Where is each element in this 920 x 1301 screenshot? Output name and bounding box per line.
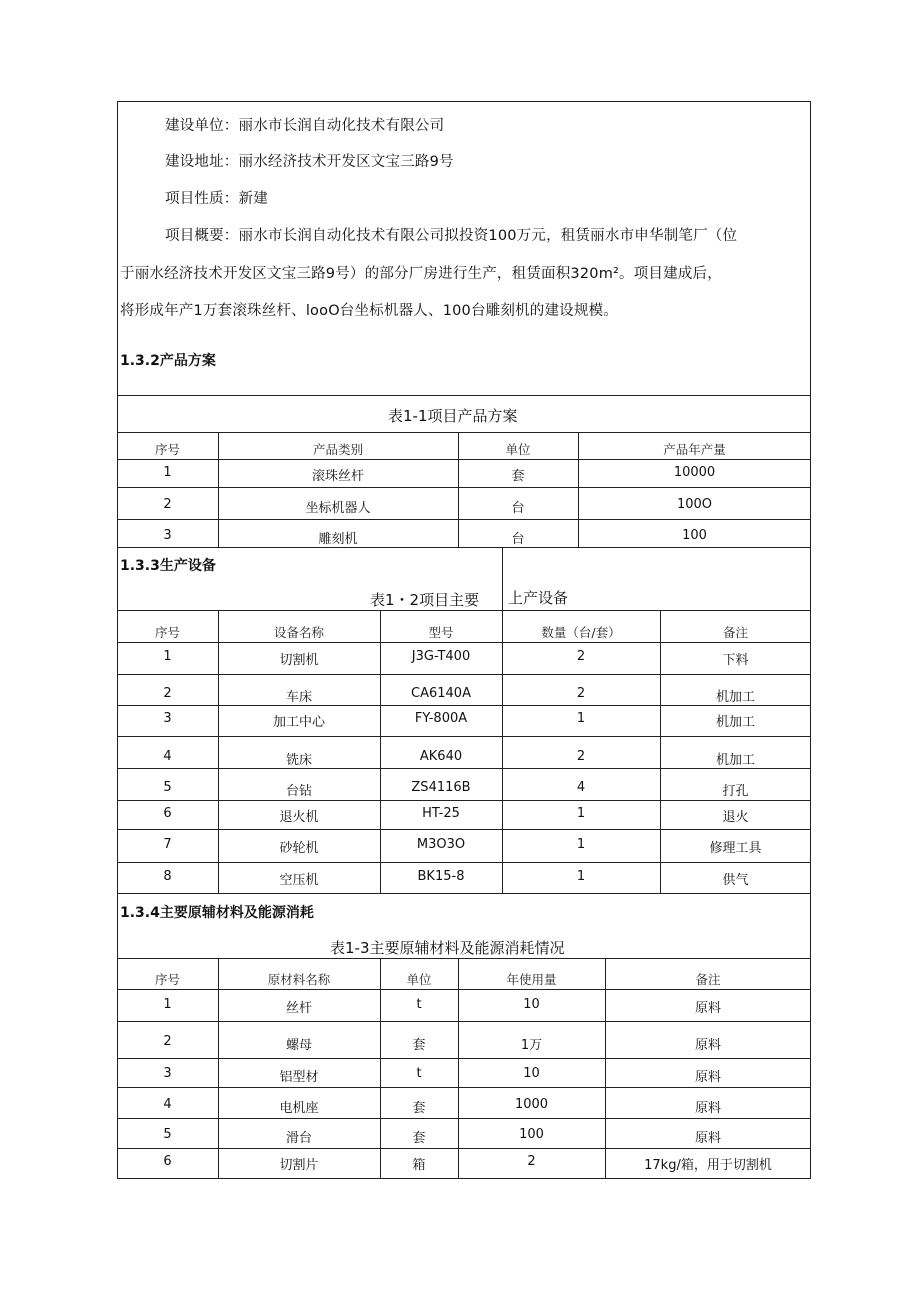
table-cell: 台 [511,532,525,547]
table-cell: 原料 [694,1131,721,1146]
table-caption-equipment-part2: 上产设备 [508,589,569,607]
table-cell: 下料 [722,653,749,668]
table-header: 原材料名称 [267,972,331,987]
table-cell: AK640 [419,749,463,764]
table-header: 序号 [154,442,180,457]
project-nature [165,189,268,209]
table-border [117,1148,811,1149]
table-cell: 退火 [722,810,749,825]
table-border [117,862,811,863]
table-cell: 机加工 [715,753,755,768]
table-border [117,736,811,737]
section-heading-equipment: 1.3.3生产设备 [120,558,216,574]
table-cell: 车床 [285,690,312,705]
table-cell: 空压机 [279,873,319,888]
table-cell: 6 [163,1154,172,1169]
table-border [117,519,811,520]
divider [117,395,811,396]
section-heading-materials: 1.3.4主要原辅材料及能源消耗 [120,905,314,921]
table-cell: 2 [163,1034,172,1049]
project-nature-value: 新建 [238,191,268,207]
table-cell: 2 [576,649,586,664]
table-cell: 3 [163,528,172,543]
table-header: 年使用量 [506,972,557,987]
table-cell: 10 [523,1066,540,1081]
table-cell: 2 [163,497,172,512]
table-cell: 100 [519,1127,544,1142]
table-cell: 坐标机器人 [305,501,371,516]
table-header: 设备名称 [273,625,324,640]
table-header: 备注 [695,972,721,987]
table-cell: 铣床 [285,753,312,768]
table-cell: 1 [576,711,586,726]
table-cell: 3 [163,1066,172,1081]
table-caption-equipment [370,589,479,610]
table-border [117,893,811,894]
table-border [117,958,811,959]
table-cell: 切割机 [279,653,319,668]
table-border [117,1118,811,1119]
table-cell: t [416,997,422,1012]
table-cell: 砂轮机 [279,841,319,856]
table-header: 序号 [154,625,180,640]
table-header: 单位 [505,442,531,457]
project-nature-label: 项目性质： [165,191,239,207]
table-header: 型号 [428,625,454,640]
table-cell: 原料 [694,1101,721,1116]
construction-address [165,152,454,172]
table-cell: 切割片 [279,1158,319,1173]
overview-line-3: 将形成年产1万套滚珠丝杆、looO台坐标机器人、100台雕刻机的建设规模。 [120,303,618,319]
table-cell: 雕刻机 [318,532,358,547]
table-cell: 电机座 [279,1101,319,1116]
table-border [117,459,811,460]
table-cell: 修理工具 [709,841,762,856]
table-cell: 5 [163,1127,172,1142]
construction-unit-label: 建设单位： [165,118,239,134]
table-header: 单位 [406,972,432,987]
table-border [117,1087,811,1088]
table-border [117,642,811,643]
table-cell: 滚珠丝杆 [311,469,364,484]
overview-line-2: 于丽水经济技术开发区文宝三路9号）的部分厂房进行生产，租赁面积320m²。项目建成后， [120,266,722,282]
table-cell: 打孔 [722,784,749,799]
table-header: 数量（台/套） [541,625,621,640]
table-cell: 2 [527,1154,536,1169]
section-heading-product: 1.3.2产品方案 [120,353,216,369]
table-border [117,487,811,488]
table-cell: 套 [412,1038,426,1053]
table-cell: 铝型材 [279,1070,319,1085]
table-cell: 3 [163,711,172,726]
table-border [117,674,811,675]
table-cell: 供气 [722,873,749,888]
table-cell: 箱 [412,1158,426,1173]
table-cell: 台钻 [285,784,312,799]
table-cell: 10 [523,997,540,1012]
table-border [117,1021,811,1022]
table-border [117,768,811,769]
table-cell: ZS4116B [411,780,471,795]
table-cell: 机加工 [715,715,755,730]
table-cell: 10000 [673,465,716,480]
table-border [117,432,811,433]
table-cell: 机加工 [715,690,755,705]
table-cell: 8 [163,869,172,884]
table-cell: 滑台 [285,1131,312,1146]
table-header: 产品类别 [312,442,363,457]
table-cell: 丝杆 [285,1001,312,1016]
construction-unit-value: 丽水市长润自动化技术有限公司 [238,118,445,134]
table-cell: M3O3O [416,837,466,852]
table-border [117,829,811,830]
table-cell: 1 [163,649,172,664]
table-cell: 1 [163,997,172,1012]
table-cell: 4 [163,749,172,764]
table-cell: 4 [576,780,586,795]
table-header: 产品年产量 [663,442,726,457]
table-cell: 100 [682,528,707,543]
table-cell: 1万 [520,1038,543,1053]
table-border [502,547,503,610]
table-cell: 1 [576,837,586,852]
table-cell: 退火机 [279,810,319,825]
overview-line-1: 项目概要：丽水市长润自动化技术有限公司拟投资100万元，租赁丽水市申华制笔厂（位 [165,228,738,244]
table-cell: 7 [163,837,172,852]
table-cell: 4 [163,1097,172,1112]
table-cell: HT-25 [422,806,460,821]
table-cell: 1 [576,806,586,821]
table-cell: 套 [412,1131,426,1146]
table-cell: 1000 [514,1097,549,1112]
table-cell: J3G-T400 [411,649,471,664]
table-cell: t [416,1066,422,1081]
construction-address-value: 丽水经济技术开发区文宝三路9号 [238,154,454,170]
table-cell: 套 [412,1101,426,1116]
table-cell: 1 [576,869,586,884]
table-border [117,610,811,611]
table-cell: 2 [576,686,586,701]
table-cell: 2 [163,686,172,701]
table-cell: 17kg/箱，用于切割机 [644,1158,772,1173]
table-cell: 100O [676,497,713,512]
table-border [117,989,811,990]
table-cell: 1 [163,465,172,480]
table-cell: 6 [163,806,172,821]
table-cell: 套 [511,469,525,484]
table-cell: 台 [511,501,525,516]
table-cell: 2 [576,749,586,764]
table-cell: 原料 [694,1038,721,1053]
table-cell: 加工中心 [272,715,325,730]
table-border [117,800,811,801]
table-cell: FY-800A [414,711,468,726]
table-border [117,705,811,706]
table-cell: 5 [163,780,172,795]
construction-address-label: 建设地址： [165,154,239,170]
table-header: 备注 [722,625,748,640]
table-cell: 原料 [694,1070,721,1085]
construction-unit [165,116,444,136]
table-cell: 螺母 [285,1038,312,1053]
table-header: 序号 [154,972,180,987]
table-caption-product: 表1-1项目产品方案 [388,407,518,425]
table-caption-equipment-part1: 表1・2项目主要 [370,591,480,609]
table-border [117,1058,811,1059]
table-border [117,547,811,548]
table-caption-materials: 表1-3主要原辅材料及能源消耗情况 [330,939,565,957]
table-cell: BK15-8 [417,869,465,884]
table-cell: 原料 [694,1001,721,1016]
table-cell: CA6140A [411,686,471,701]
